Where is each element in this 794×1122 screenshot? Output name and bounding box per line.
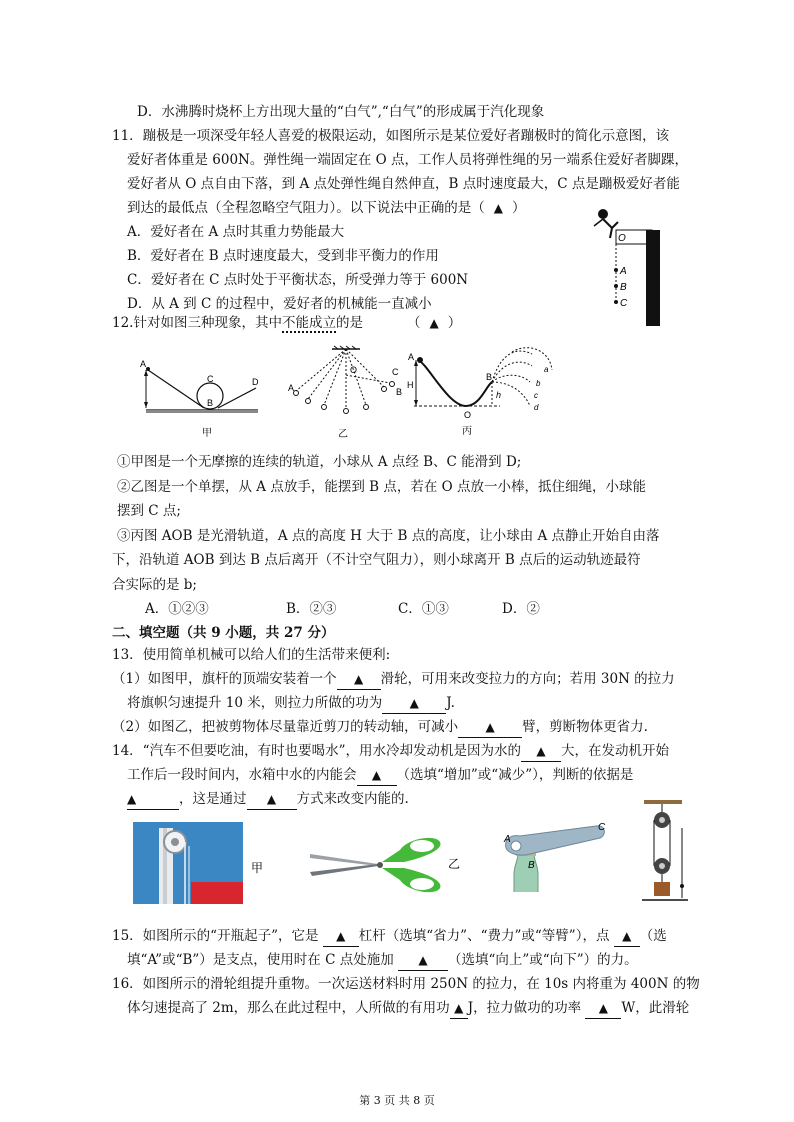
- q12-statement-3b: 下，沿轨道 AOB 到达 B 点后离开（不计空气阻力），则小球离开 B 点后的运动轨迹最符: [112, 552, 641, 568]
- q11-option-b: B．爱好者在 B 点时速度最大，受到非平衡力的作用: [127, 248, 439, 264]
- q12-stem: 12.针对如图三种现象，其中不能成立的是 （ ▲ ）: [112, 315, 462, 331]
- answer-blank: ▲: [382, 693, 446, 714]
- label-b: B: [486, 372, 493, 382]
- label-b: B: [620, 282, 627, 293]
- label-c: C: [598, 822, 606, 833]
- label-a: A: [408, 352, 415, 362]
- answer-blank: ▲: [323, 926, 359, 947]
- q11-stem-line2: 爱好者体重是 600N。弹性绳一端固定在 O 点，工作人员将弹性绳的另一端系住爱好者脚踝，: [127, 152, 689, 168]
- answer-blank: ▲: [521, 741, 561, 762]
- q12-statement-1: ①甲图是一个无摩擦的连续的轨道，小球从 A 点经 B、C 能滑到 D;: [117, 454, 522, 470]
- label-c: C: [392, 367, 399, 377]
- emphasis-text: 不能成立: [281, 315, 336, 331]
- caption-jia: 甲: [251, 861, 264, 875]
- q12-statement-3a: ③丙图 AOB 是光滑轨道，A 点的高度 H 大于 B 点的高度，让小球由 A 点静止开始自由落: [117, 528, 660, 544]
- q11-option-c: C．爱好者在 C 点时处于平衡状态，所受弹力等于 600N: [127, 272, 469, 288]
- answer-blank: ▲: [585, 998, 621, 1019]
- label-b: B: [396, 387, 403, 397]
- label-a: A: [140, 359, 147, 369]
- label-b-track: b: [536, 379, 541, 388]
- label-c: C: [620, 298, 628, 309]
- q11-stem-line4: 到达的最低点（全程忽略空气阻力）。以下说法中正确的是（ ▲ ）: [127, 200, 526, 216]
- label-d-track: d: [534, 403, 539, 412]
- caption-yi: 乙: [338, 429, 348, 440]
- page-footer: 第 3 页 共 8 页: [359, 1094, 435, 1107]
- caption-bing: 丙: [462, 426, 472, 437]
- label-h-big: H: [407, 380, 414, 390]
- q12-option-b: B．②③: [286, 601, 337, 617]
- answer-blank: ▲: [127, 789, 179, 810]
- track-figure-jia: [136, 350, 266, 440]
- answer-blank-marker: ▲: [429, 316, 439, 330]
- label-b: B: [207, 398, 214, 408]
- q10-option-d: D．水沸腾时烧杯上方出现大量的“白气”,“白气”的形成属于汽化现象: [137, 104, 545, 120]
- label-a: A: [504, 834, 511, 845]
- answer-blank: ▲: [398, 950, 448, 971]
- q11-option-a: A．爱好者在 A 点时其重力势能最大: [127, 224, 345, 240]
- q13-part1-line1: （1）如图甲，旗杆的顶端安装着一个 ▲ 滑轮，可用来改变拉力的方向；若用 30N 的拉力: [112, 669, 675, 690]
- q14-line3: ▲ ，这是通过 ▲ 方式来改变内能的.: [127, 789, 409, 810]
- q12-statement-2a: ②乙图是一个单摆，从 A 点放手，能摆到 B 点，若在 O 点放一小棒，抵住细绳，小球能: [117, 479, 646, 495]
- q11-option-d: D．从 A 到 C 的过程中，爱好者的机械能一直减小: [127, 296, 432, 312]
- answer-blank: ▲: [337, 669, 381, 690]
- scissors-figure-yi: [308, 828, 468, 898]
- label-o: O: [350, 365, 358, 375]
- answer-blank: ▲: [458, 717, 522, 738]
- label-b: B: [528, 860, 535, 871]
- label-o: O: [464, 410, 472, 420]
- pendulum-figure-yi: [284, 343, 408, 443]
- section-title: 二、填空题（共 9 小题，共 27 分）: [112, 625, 335, 641]
- label-o: O: [618, 233, 626, 244]
- label-a: A: [620, 266, 627, 277]
- q12-statement-3c: 合实际的是 b;: [112, 577, 197, 593]
- flagpole-figure-jia: [133, 822, 273, 904]
- q13-part1-line2: 将旗帜匀速提升 10 米，则拉力所做的功为 ▲ J.: [127, 693, 455, 714]
- label-c: C: [207, 374, 214, 384]
- q14-line1: 14．“汽车不但要吃油，有时也要喝水”，用水冷却发动机是因为水的 ▲ 大，在发动机开始: [112, 741, 669, 762]
- q12-option-c: C．①③: [398, 601, 449, 617]
- answer-blank-marker: ▲: [493, 201, 503, 215]
- q12-statement-2b: 摆到 C 点;: [117, 503, 181, 519]
- label-c-track: c: [534, 391, 538, 400]
- pulley-figure: [640, 800, 690, 908]
- q15-line1: 15．如图所示的“开瓶起子”，它是 ▲ 杠杆（选填“省力”、“费力”或“等臂”），点 ▲ （选: [112, 926, 667, 947]
- q13-part2: （2）如图乙，把被剪物体尽量靠近剪刀的转动轴，可减小 ▲ 臂，剪断物体更省力.: [112, 717, 648, 738]
- label-a: A: [288, 383, 295, 393]
- q16-line1: 16．如图所示的滑轮组提升重物。一次运送材料时用 250N 的拉力，在 10s 内将重为 400N 的物: [112, 976, 700, 992]
- q11-stem-line1: 11．蹦极是一项深受年轻人喜爱的极限运动，如图所示是某位爱好者蹦极时的简化示意图，该: [112, 128, 670, 144]
- q11-stem-line3: 爱好者从 O 点自由下落，到 A 点处弹性绳自然伸直，B 点时速度最大，C 点是蹦极爱好者能: [127, 176, 680, 192]
- q15-line2: 填“A”或“B”）是支点，使用时在 C 点处施加 ▲ （选填“向上”或“向下”）的力。: [127, 950, 638, 971]
- label-h-small: h: [496, 390, 502, 400]
- q13-stem: 13．使用简单机械可以给人们的生活带来便利:: [112, 647, 391, 663]
- q14-line2: 工作后一段时间内，水箱中水的内能会 ▲ （选填“增加”或“减少”），判断的依据是: [127, 765, 633, 786]
- bottle-opener-figure: [496, 818, 616, 900]
- answer-blank: ▲: [357, 765, 397, 786]
- answer-blank: ▲: [614, 926, 640, 947]
- q16-line2: 体匀速提高了 2m，那么在此过程中，人所做的有用功 ▲ J，拉力做功的功率 ▲ W，此滑轮: [127, 998, 689, 1019]
- track-figure-bing: [404, 344, 564, 440]
- label-d: D: [252, 377, 259, 387]
- label-a-track: a: [544, 365, 549, 374]
- bungee-figure: [588, 204, 668, 326]
- caption-yi: 乙: [448, 857, 461, 871]
- q12-option-a: A．①②③: [145, 601, 209, 617]
- q12-option-d: D．②: [502, 601, 540, 617]
- answer-blank: ▲: [450, 998, 468, 1019]
- caption-jia: 甲: [202, 428, 212, 439]
- answer-blank: ▲: [247, 789, 297, 810]
